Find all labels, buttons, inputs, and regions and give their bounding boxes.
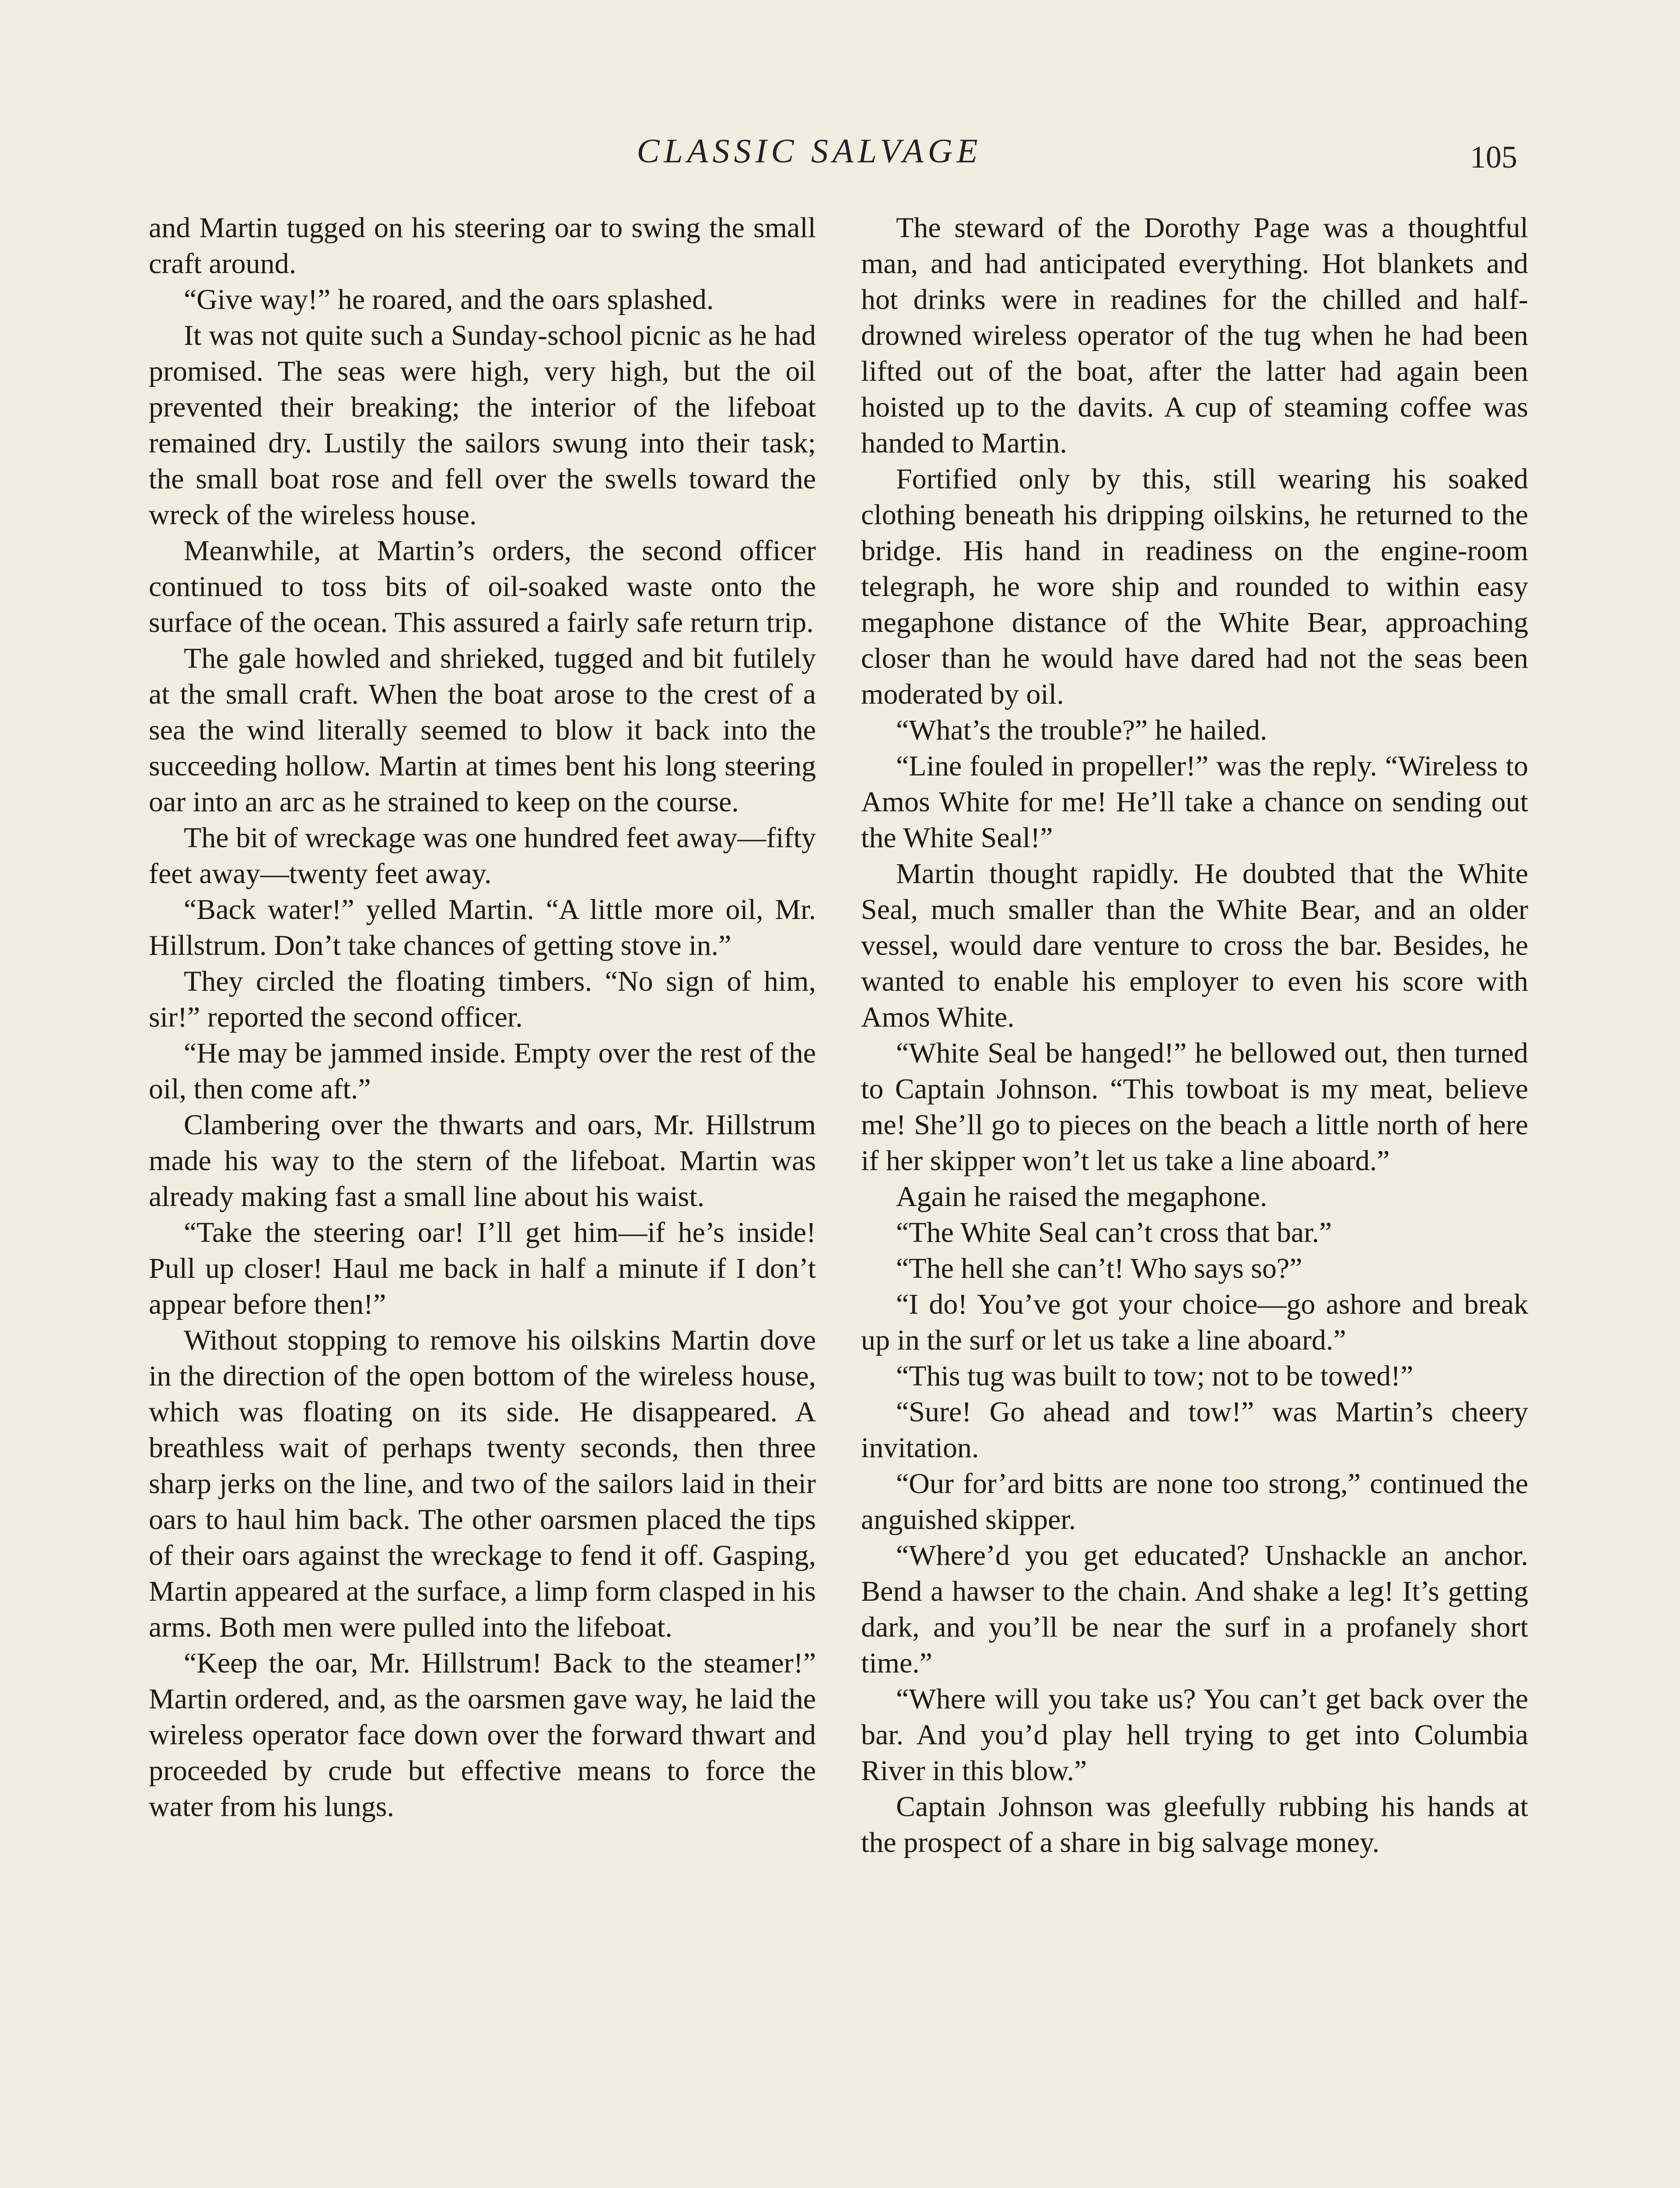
paragraph: “Where’d you get educated? Unshackle an anchor. Bend a hawser to the chain. And shake a leg! It’s getting dark, and you’ll be near the surf in a profanely short time.” — [861, 1539, 1528, 1679]
paragraph: The steward of the Dorothy Page was a thoughtful man, and had anticipated everything. Hot blankets and hot drinks were in readines for the chilled and half-drowned wireless operator of the tug when he had been lifted out of the boat, after the latter had again been hoisted up to the davits. A cup of steaming coffee was handed to Martin. — [861, 212, 1528, 459]
paragraph: Without stopping to remove his oilskins Martin dove in the direction of the open bottom of the wireless house, which was floating on its side. He disappeared. A breathless wait of perhaps twenty seconds, then three sharp jerks on the line, and two of the sailors laid in their oars to haul him back. The other oarsmen placed the tips of their oars against the wreckage to fend it off. Gasping, Martin appeared at the surface, a limp form clasped in his arms. Both men were pulled into the lifeboat. — [149, 1324, 816, 1643]
paragraph: Martin thought rapidly. He doubted that the White Seal, much smaller than the White Bear, and an older vessel, would dare venture to cross the bar. Besides, he wanted to enable his employer to even his score with Amos White. — [861, 858, 1528, 1033]
page-number: 105 — [1470, 140, 1517, 175]
paragraph: “He may be jammed inside. Empty over the rest of the oil, then come aft.” — [149, 1037, 816, 1105]
paragraph: “Sure! Go ahead and tow!” was Martin’s cheery invitation. — [861, 1396, 1528, 1464]
right-column — [861, 210, 1528, 1861]
paragraph: “This tug was built to tow; not to be towed!” — [896, 1360, 1414, 1392]
paragraph: Fortified only by this, still wearing his soaked clothing beneath his dripping oilskins, he returned to the bridge. His hand in readiness on the engine-room telegraph, he wore ship and rounded to within easy megaphone distance of the White Bear, approaching closer than he would have dared had not the seas been moderated by oil. — [861, 463, 1528, 710]
paragraph: “Give way!” he roared, and the oars splashed. — [184, 284, 714, 316]
paragraph: The gale howled and shrieked, tugged and bit futilely at the small craft. When the boat arose to the crest of a sea the wind literally seemed to blow it back into the succeeding hollow. Martin at times bent his long steering oar into an arc as he strained to keep on the course. — [149, 642, 816, 818]
paragraph: “Back water!” yelled Martin. “A little more oil, Mr. Hillstrum. Don’t take chances of getting stove in.” — [149, 894, 816, 961]
paragraph: and Martin tugged on his steering oar to swing the small craft around. — [149, 212, 816, 280]
paragraph: The bit of wreckage was one hundred feet away—fifty feet away—twenty feet away. — [149, 822, 816, 890]
left-column — [149, 210, 816, 1825]
paragraph: “I do! You’ve got your choice—go ashore and break up in the surf or let us take a line aboard.” — [861, 1288, 1528, 1356]
paragraph: “What’s the trouble?” he hailed. — [896, 714, 1267, 746]
paragraph: “The White Seal can’t cross that bar.” — [896, 1217, 1332, 1248]
running-title: CLASSIC SALVAGE — [637, 132, 982, 170]
paragraph: They circled the floating timbers. “No sign of him, sir!” reported the second officer. — [149, 965, 816, 1033]
paragraph: “White Seal be hanged!” he bellowed out, then turned to Captain Johnson. “This towboat is my meat, believe me! She’ll go to pieces on the beach a little north of here if her skipper won’t let us take a line aboard.” — [861, 1037, 1528, 1177]
paragraph: “Our for’ard bitts are none too strong,” continued the anguished skipper. — [861, 1468, 1528, 1536]
paragraph: “Keep the oar, Mr. Hillstrum! Back to the steamer!” Martin ordered, and, as the oarsmen gave way, he laid the wireless operator face down over the forward thwart and proceeded by crude but effective means to force the water from his lungs. — [149, 1647, 816, 1823]
paragraph: “Line fouled in propeller!” was the reply. “Wireless to Amos White for me! He’ll take a chance on sending out the White Seal!” — [861, 750, 1528, 854]
paragraph: “Where will you take us? You can’t get back over the bar. And you’d play hell trying to get into Columbia River in this blow.” — [861, 1683, 1528, 1787]
paragraph: Captain Johnson was gleefully rubbing his hands at the prospect of a share in big salvage money. — [861, 1791, 1528, 1858]
paragraph: “Take the steering oar! I’ll get him—if he’s inside! Pull up closer! Haul me back in half a minute if I don’t appear before then!” — [149, 1217, 816, 1320]
paragraph: Clambering over the thwarts and oars, Mr. Hillstrum made his way to the stern of the lifeboat. Martin was already making fast a small line about his waist. — [149, 1109, 816, 1213]
paragraph: “The hell she can’t! Who says so?” — [896, 1252, 1302, 1284]
paragraph: Again he raised the megaphone. — [896, 1181, 1267, 1213]
paragraph: Meanwhile, at Martin’s orders, the second officer continued to toss bits of oil-soaked waste onto the surface of the ocean. This assured a fairly safe return trip. — [149, 535, 816, 638]
paragraph: It was not quite such a Sunday-school picnic as he had promised. The seas were high, very high, but the oil prevented their breaking; the interior of the lifeboat remained dry. Lustily the sailors swung into their task; the small boat rose and fell over the swells toward the wreck of the wireless house. — [149, 319, 816, 531]
